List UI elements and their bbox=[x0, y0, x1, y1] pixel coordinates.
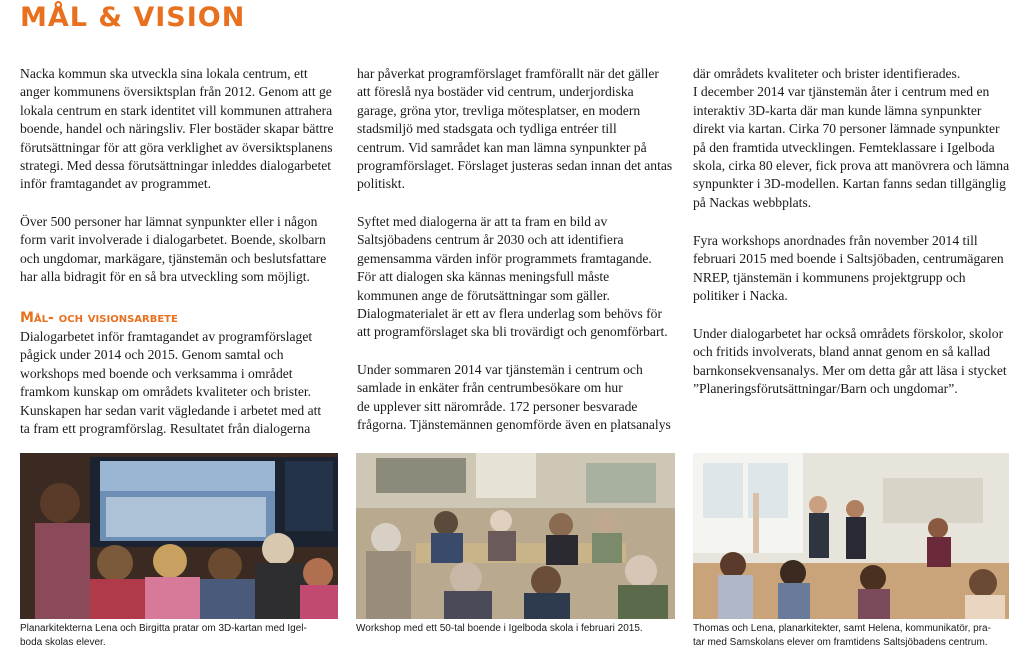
photo-classroom bbox=[693, 453, 1009, 619]
paragraph: Under dialogarbetet har också områdets förskolor, skolor och fritids involverats, bland annat genom en så kallad barnkonsekvensanalys. Mer om detta går att läsa i stycket ”Planeringsförutsättningar/Barn och ungdomar”. bbox=[693, 326, 1007, 397]
paragraph: Över 500 personer har lämnat synpunkter eller i någon form varit involverade i dialogarbetet. Boende, skolbarn och ungdomar, markägare, tjänstemän och beslutsfattare har alla bidragit för en så bra utveckling som möjligt. bbox=[20, 214, 327, 285]
photo-caption: Workshop med ett 50-tal boende i Igelboda skola i februari 2015. bbox=[356, 623, 643, 634]
paragraph: Syftet med dialogerna är att ta fram en bild av Saltsjöbadens centrum år 2030 och att identifiera gemensamma värden inför programmets framtagande. För att dialogen ska kännas meningsfull måste kommunen ange de förutsättningar som gäller. Dialogmaterialet är ett av flera underlag som behövs för att programförslaget ska bli trovärdigt och genomförbart. bbox=[357, 214, 668, 340]
section-subheading: Mål- och visionsarbete bbox=[20, 310, 178, 326]
paragraph: Dialogarbetet inför framtagandet av programförslaget pågick under 2014 och 2015. Genom samtal och workshops med boende och verksamma i området framkom kunskap om områdets kvaliteter och brister. Kunskapen har sedan varit vägledande i arbetet med att ta fram ett programförslag. Resultatet från dialogerna bbox=[20, 329, 322, 437]
photo-caption: Thomas och Lena, planarkitekter, samt Helena, kommunikatör, pra- tar med Samskolans elever om framtidens Saltsjöbadens centrum. bbox=[693, 623, 991, 648]
paragraph: har påverkat programförslaget framförallt när det gäller att föreslå nya bostäder vid centrum, underjordiska garage, gröna ytor, trevliga mötesplatser, en modern stadsmiljö med stadsgata och tydliga entréer till centrum. Vid samrådet kan man lämna synpunkter på programförslaget. Förslaget justeras sedan innan det antas politiskt. bbox=[357, 66, 673, 192]
photo-3d-map-kids bbox=[20, 453, 338, 619]
paragraph: Fyra workshops anordnades från november 2014 till februari 2015 med boende i Saltsjöbaden, centrumägaren NREP, tjänstemän i kommunens projektgrupp och politiker i Nacka. bbox=[693, 233, 1004, 304]
paragraph: Under sommaren 2014 var tjänstemän i centrum och samlade in enkäter från centrumbesökare om hur de upplever sitt närområde. 172 personer besvarade frågorna. Tjänstemännen genomförde även en platsanalys bbox=[357, 362, 671, 433]
paragraph: där områdets kvaliteter och brister identifierades. I december 2014 var tjänstemän åter i centrum med en interaktiv 3D-karta där man kunde lämna synpunkter direkt via kartan. Cirka 70 personer lämnade synpunkter på den framtida utvecklingen. Femteklassare i Igelboda skola, cirka 80 elever, fick prova att manövrera och lämna synpunkter i 3D-modellen. Kartan fanns sedan tillgänglig på Nackas webbplats. bbox=[693, 66, 1010, 210]
page-title: MÅL & VISION bbox=[20, 2, 246, 33]
photo-caption: Planarkitekterna Lena och Birgitta pratar om 3D-kartan med Igel- boda skolas elever. bbox=[20, 623, 307, 648]
paragraph: Nacka kommun ska utveckla sina lokala centrum, ett anger kommunens översiktsplan från 2012. Genom att ge lokala centrum en stark identitet vill kommunen attrahera boende, handel och näringsliv. Fler bostäder skapar bättre förutsättningar för att göra verklighet av översiktsplanens strategi. Med dessa förutsättningar inleddes dialogarbetet inför framtagandet av programmet. bbox=[20, 66, 334, 192]
photo-workshop bbox=[356, 453, 675, 619]
